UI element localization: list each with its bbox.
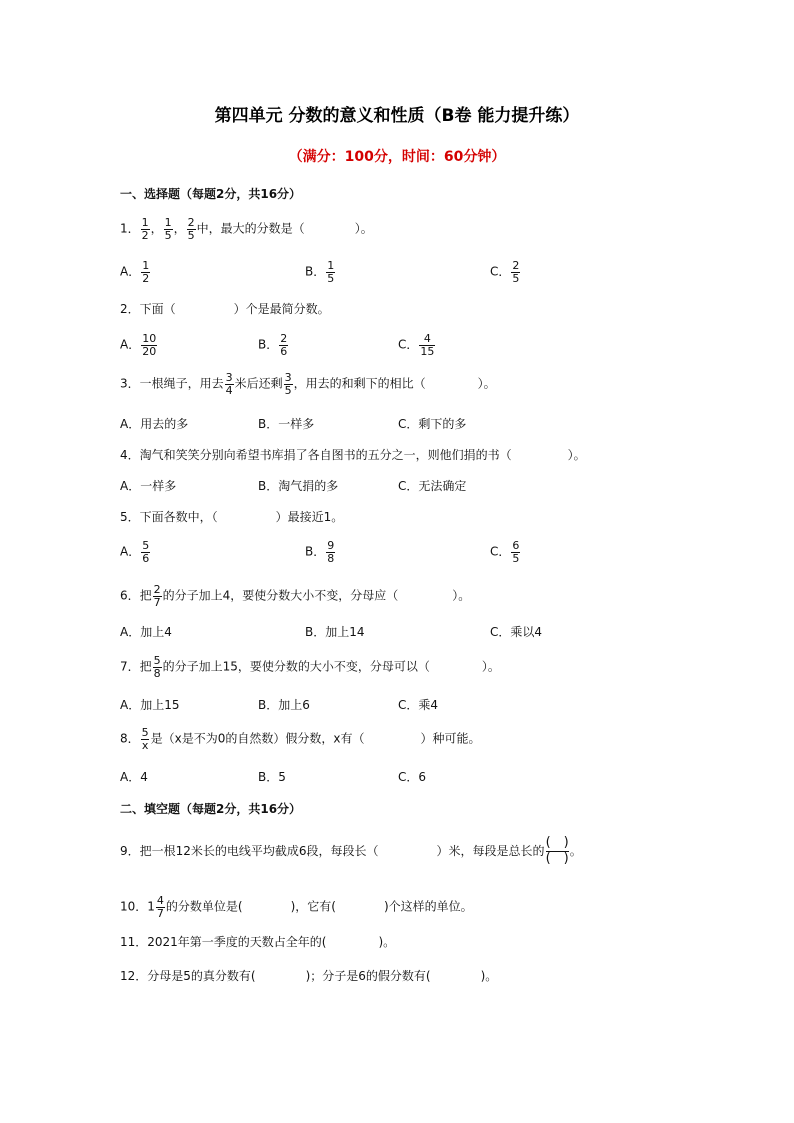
question-text: )；分子是6的假分数有( bbox=[305, 969, 431, 983]
separator: ， bbox=[150, 221, 163, 236]
option-a[interactable]: A．4 bbox=[120, 770, 148, 784]
option-c[interactable]: C． $\frac{2}{5}$ bbox=[490, 259, 520, 285]
question-end: ）最接近1。 bbox=[275, 510, 344, 524]
option-b[interactable]: B．加上6 bbox=[258, 698, 310, 712]
question-9 bbox=[120, 836, 582, 867]
question-text: 米后还剩 bbox=[234, 376, 283, 391]
question-11 bbox=[120, 936, 395, 948]
question-end: ）。 bbox=[481, 659, 500, 674]
fraction: $\frac{4}{7}$ bbox=[156, 894, 164, 920]
option-b[interactable]: B．加上14 bbox=[305, 625, 365, 639]
question-text: 3．一根绳子，用去 bbox=[120, 376, 224, 391]
question-text: 11．2021年第一季度的天数占全年的( bbox=[120, 935, 327, 949]
question-number: 1． bbox=[120, 221, 140, 236]
question-end: 。 bbox=[569, 843, 582, 858]
question-text: 是（x是不为0的自然数）假分数，x有（ bbox=[150, 731, 365, 746]
option-a[interactable]: A．加上4 bbox=[120, 625, 172, 639]
question-3 bbox=[120, 372, 496, 396]
question-8 bbox=[120, 727, 481, 751]
question-text: 6．把 bbox=[120, 588, 152, 603]
question-text: 8． bbox=[120, 731, 140, 746]
question-text: )个这样的单位。 bbox=[383, 899, 473, 914]
page-title: 第四单元 分数的意义和性质（B卷 能力提升练） bbox=[214, 106, 580, 126]
option-a[interactable]: A． $\frac{5}{6}$ bbox=[120, 539, 150, 565]
question-text: )，它有( bbox=[290, 899, 336, 914]
option-b[interactable]: B． $\frac{1}{5}$ bbox=[305, 259, 335, 285]
option-a[interactable]: A．用去的多 bbox=[120, 417, 189, 431]
option-b[interactable]: B．淘气捐的多 bbox=[258, 479, 339, 493]
fraction: $\frac{5}{x}$ bbox=[141, 726, 149, 752]
question-12 bbox=[120, 970, 497, 982]
fraction-blank[interactable]: $\frac{( )}{( )}$ bbox=[545, 835, 569, 866]
option-a[interactable]: A． $\frac{1}{2}$ bbox=[120, 259, 150, 285]
question-end: ）。 bbox=[477, 376, 496, 391]
question-end: ）。 bbox=[567, 448, 586, 462]
option-c[interactable]: C． $\frac{6}{5}$ bbox=[490, 539, 520, 565]
question-7 bbox=[120, 655, 500, 679]
option-c[interactable]: C．剩下的多 bbox=[398, 417, 467, 431]
section-1-heading: 一、选择题（每题2分，共16分） bbox=[120, 187, 302, 201]
option-c[interactable]: C．乘4 bbox=[398, 698, 439, 712]
option-b[interactable]: B．一样多 bbox=[258, 417, 315, 431]
section-2-heading: 二、填空题（每题2分，共16分） bbox=[120, 802, 302, 816]
option-b[interactable]: B．5 bbox=[258, 770, 286, 784]
question-10 bbox=[120, 895, 473, 919]
question-end: ）。 bbox=[452, 588, 471, 603]
question-text: ，用去的和剩下的相比（ bbox=[293, 376, 426, 391]
question-2 bbox=[120, 303, 330, 315]
question-6 bbox=[120, 584, 470, 608]
fraction: $\frac{1}{5}$ bbox=[164, 216, 172, 242]
question-text: 12．分母是5的真分数有( bbox=[120, 969, 256, 983]
question-text: 4．淘气和笑笑分别向希望书库捐了各自图书的五分之一，则他们捐的书（ bbox=[120, 448, 512, 462]
question-end: )。 bbox=[378, 935, 396, 949]
question-end: ）个是最简分数。 bbox=[233, 302, 330, 316]
option-c[interactable]: C． $\frac{4}{15}$ bbox=[398, 332, 435, 358]
fraction: $\frac{3}{4}$ bbox=[225, 371, 233, 397]
question-text: 的分子加上15，要使分数的大小不变，分母可以（ bbox=[162, 659, 430, 674]
fraction: $\frac{5}{8}$ bbox=[153, 654, 161, 680]
question-text: 的分子加上4，要使分数大小不变，分母应（ bbox=[162, 588, 399, 603]
question-text: 2．下面（ bbox=[120, 302, 176, 316]
option-c[interactable]: C．无法确定 bbox=[398, 479, 467, 493]
question-end: ）。 bbox=[354, 221, 373, 236]
question-text: 10．1 bbox=[120, 899, 155, 914]
fraction: $\frac{3}{5}$ bbox=[284, 371, 292, 397]
option-c[interactable]: C．乘以4 bbox=[490, 625, 543, 639]
page-subtitle: （满分：100分，时间：60分钟） bbox=[288, 149, 506, 165]
question-text: 5．下面各数中，（ bbox=[120, 510, 218, 524]
question-5 bbox=[120, 511, 343, 523]
fraction: $\frac{2}{5}$ bbox=[187, 216, 195, 242]
option-a[interactable]: A． $\frac{10}{20}$ bbox=[120, 332, 157, 358]
question-text: 9．把一根12米长的电线平均截成6段，每段长（ bbox=[120, 843, 379, 858]
option-a[interactable]: A．加上15 bbox=[120, 698, 180, 712]
fraction: $\frac{2}{7}$ bbox=[153, 583, 161, 609]
question-4 bbox=[120, 449, 586, 461]
question-text: 7．把 bbox=[120, 659, 152, 674]
option-c[interactable]: C．6 bbox=[398, 770, 427, 784]
question-text: ）米，每段是总长的 bbox=[436, 843, 545, 858]
option-b[interactable]: B． $\frac{9}{8}$ bbox=[305, 539, 335, 565]
question-1 bbox=[120, 217, 373, 241]
question-text: 中，最大的分数是（ bbox=[196, 221, 305, 236]
separator: ， bbox=[173, 221, 186, 236]
option-b[interactable]: B． $\frac{2}{6}$ bbox=[258, 332, 288, 358]
question-end: ）种可能。 bbox=[420, 731, 481, 746]
question-end: )。 bbox=[480, 969, 498, 983]
option-a[interactable]: A．一样多 bbox=[120, 479, 177, 493]
fraction: $\frac{1}{2}$ bbox=[141, 216, 149, 242]
question-text: 的分数单位是( bbox=[165, 899, 243, 914]
